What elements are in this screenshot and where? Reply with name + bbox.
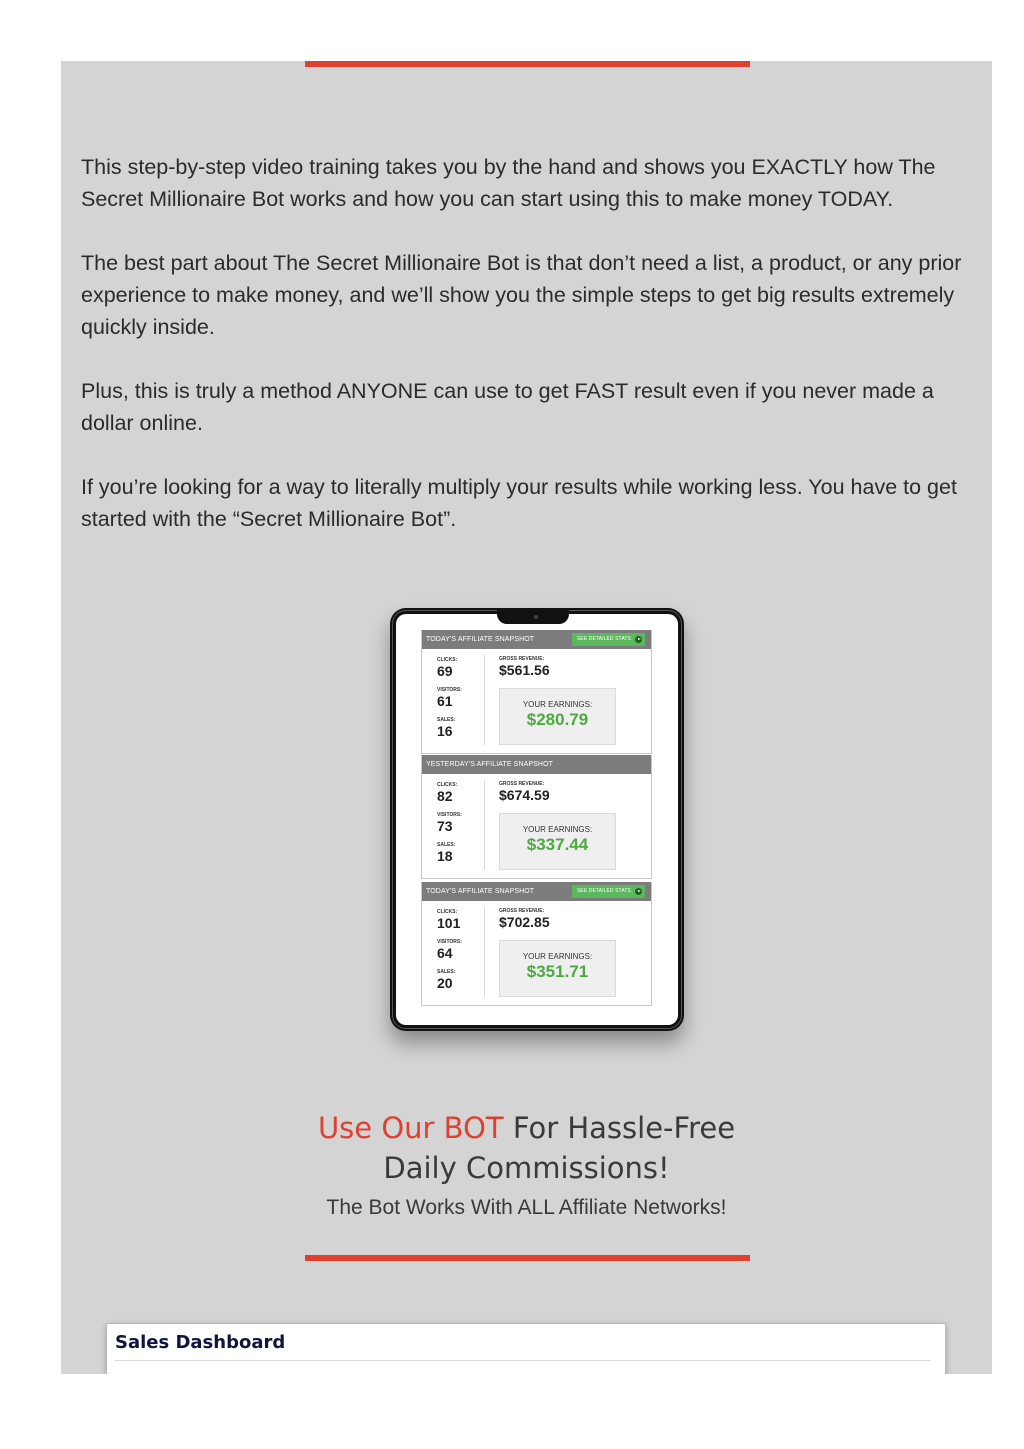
visitors-stat <box>437 812 462 834</box>
earnings-box <box>499 940 616 997</box>
snapshot-title: YESTERDAY'S AFFILIATE SNAPSHOT <box>426 761 553 768</box>
headline <box>61 1108 992 1188</box>
headline-line1: For Hassle-Free <box>503 1111 736 1145</box>
gross-revenue <box>499 908 550 930</box>
snapshot-body <box>422 901 651 1005</box>
top-red-divider <box>305 61 750 67</box>
visitors-value: 64 <box>437 945 453 961</box>
headline-accent: Use Our BOT <box>317 1111 504 1145</box>
clicks-value: 101 <box>437 915 461 931</box>
earnings-label: YOUR EARNINGS: <box>522 952 593 961</box>
snapshot-title: TODAY'S AFFILIATE SNAPSHOT <box>426 888 535 895</box>
headline-line2: Daily Commissions! <box>383 1151 670 1185</box>
content-panel <box>61 61 992 1374</box>
snapshot-body <box>422 649 651 753</box>
paragraph-3: Plus, this is truly a method ANYONE can use to get FAST result even if you never made a dollar online. <box>81 379 934 435</box>
clicks-stat <box>437 657 457 679</box>
gross-revenue-value: $561.56 <box>499 662 550 678</box>
gross-revenue <box>499 656 550 678</box>
column-divider <box>484 907 485 997</box>
subheadline: The Bot Works With ALL Affiliate Networks! <box>326 1196 727 1219</box>
snapshot-header <box>422 630 651 649</box>
visitors-value: 73 <box>437 818 453 834</box>
earnings-box <box>499 688 616 745</box>
sales-stat <box>437 717 455 739</box>
earnings-label: YOUR EARNINGS: <box>522 700 593 709</box>
tablet-screen <box>396 614 678 1025</box>
visitors-label: VISITORS: <box>437 939 462 945</box>
sales-dashboard-title: Sales Dashboard <box>115 1332 931 1361</box>
snapshot-body <box>422 774 651 878</box>
earnings-value: $280.79 <box>526 710 589 729</box>
visitors-label: VISITORS: <box>437 687 462 693</box>
gross-revenue-label: GROSS REVENUE: <box>499 908 545 914</box>
snapshot-yesterday <box>421 755 652 879</box>
camera-icon <box>534 615 538 619</box>
visitors-stat <box>437 939 462 961</box>
visitors-label: VISITORS: <box>437 812 462 818</box>
see-detailed-stats-button[interactable] <box>572 633 645 646</box>
earnings-label: YOUR EARNINGS: <box>522 825 593 834</box>
earnings-value: $337.44 <box>526 835 589 854</box>
earnings-box <box>499 813 616 870</box>
column-divider <box>484 655 485 745</box>
gross-revenue <box>499 781 550 803</box>
gross-revenue-value: $674.59 <box>499 787 550 803</box>
sales-stat <box>437 842 455 864</box>
clicks-stat <box>437 782 457 804</box>
see-detailed-stats-button[interactable] <box>572 885 645 898</box>
snapshot-today-2 <box>421 882 652 1006</box>
paragraph-2: The best part about The Secret Millionaire Bot is that don’t need a list, a product, or any prior experience to make money, and we’ll show you the simple steps to get big results extremely quickly inside. <box>81 251 962 339</box>
clicks-value: 69 <box>437 663 453 679</box>
clicks-stat <box>437 909 460 931</box>
button-label: SEE DETAILED STATS <box>576 888 631 894</box>
paragraph-1: This step-by-step video training takes you by the hand and shows you EXACTLY how The Secret Millionaire Bot works and how you can start using this to make money TODAY. <box>81 155 936 211</box>
sales-dashboard-card <box>106 1323 946 1374</box>
sales-value: 16 <box>437 723 453 739</box>
paragraph-4: If you’re looking for a way to literally multiply your results while working less. You have to get started with the “Secret Millionaire Bot”. <box>81 475 957 531</box>
bottom-red-divider <box>305 1255 750 1261</box>
earnings-value: $351.71 <box>526 962 589 981</box>
sales-label: SALES: <box>437 842 456 848</box>
sales-stat <box>437 969 455 991</box>
clicks-label: CLICKS: <box>437 782 458 788</box>
snapshot-today-1 <box>421 630 652 754</box>
gross-revenue-label: GROSS REVENUE: <box>499 781 545 787</box>
snapshot-header <box>422 755 651 774</box>
snapshot-header <box>422 882 651 901</box>
clicks-label: CLICKS: <box>437 657 458 663</box>
tablet-notch <box>497 608 569 624</box>
play-icon <box>635 636 642 643</box>
column-divider <box>484 780 485 870</box>
visitors-stat <box>437 687 462 709</box>
intro-copy <box>81 151 976 567</box>
button-label: SEE DETAILED STATS <box>576 636 631 642</box>
tablet-mockup <box>390 608 684 1031</box>
sales-label: SALES: <box>437 969 456 975</box>
snapshot-title: TODAY'S AFFILIATE SNAPSHOT <box>426 636 535 643</box>
gross-revenue-value: $702.85 <box>499 914 550 930</box>
sales-label: SALES: <box>437 717 456 723</box>
sales-value: 20 <box>437 975 453 991</box>
clicks-label: CLICKS: <box>437 909 458 915</box>
gross-revenue-label: GROSS REVENUE: <box>499 656 545 662</box>
sales-value: 18 <box>437 848 453 864</box>
visitors-value: 61 <box>437 693 453 709</box>
play-icon <box>635 888 642 895</box>
clicks-value: 82 <box>437 788 453 804</box>
